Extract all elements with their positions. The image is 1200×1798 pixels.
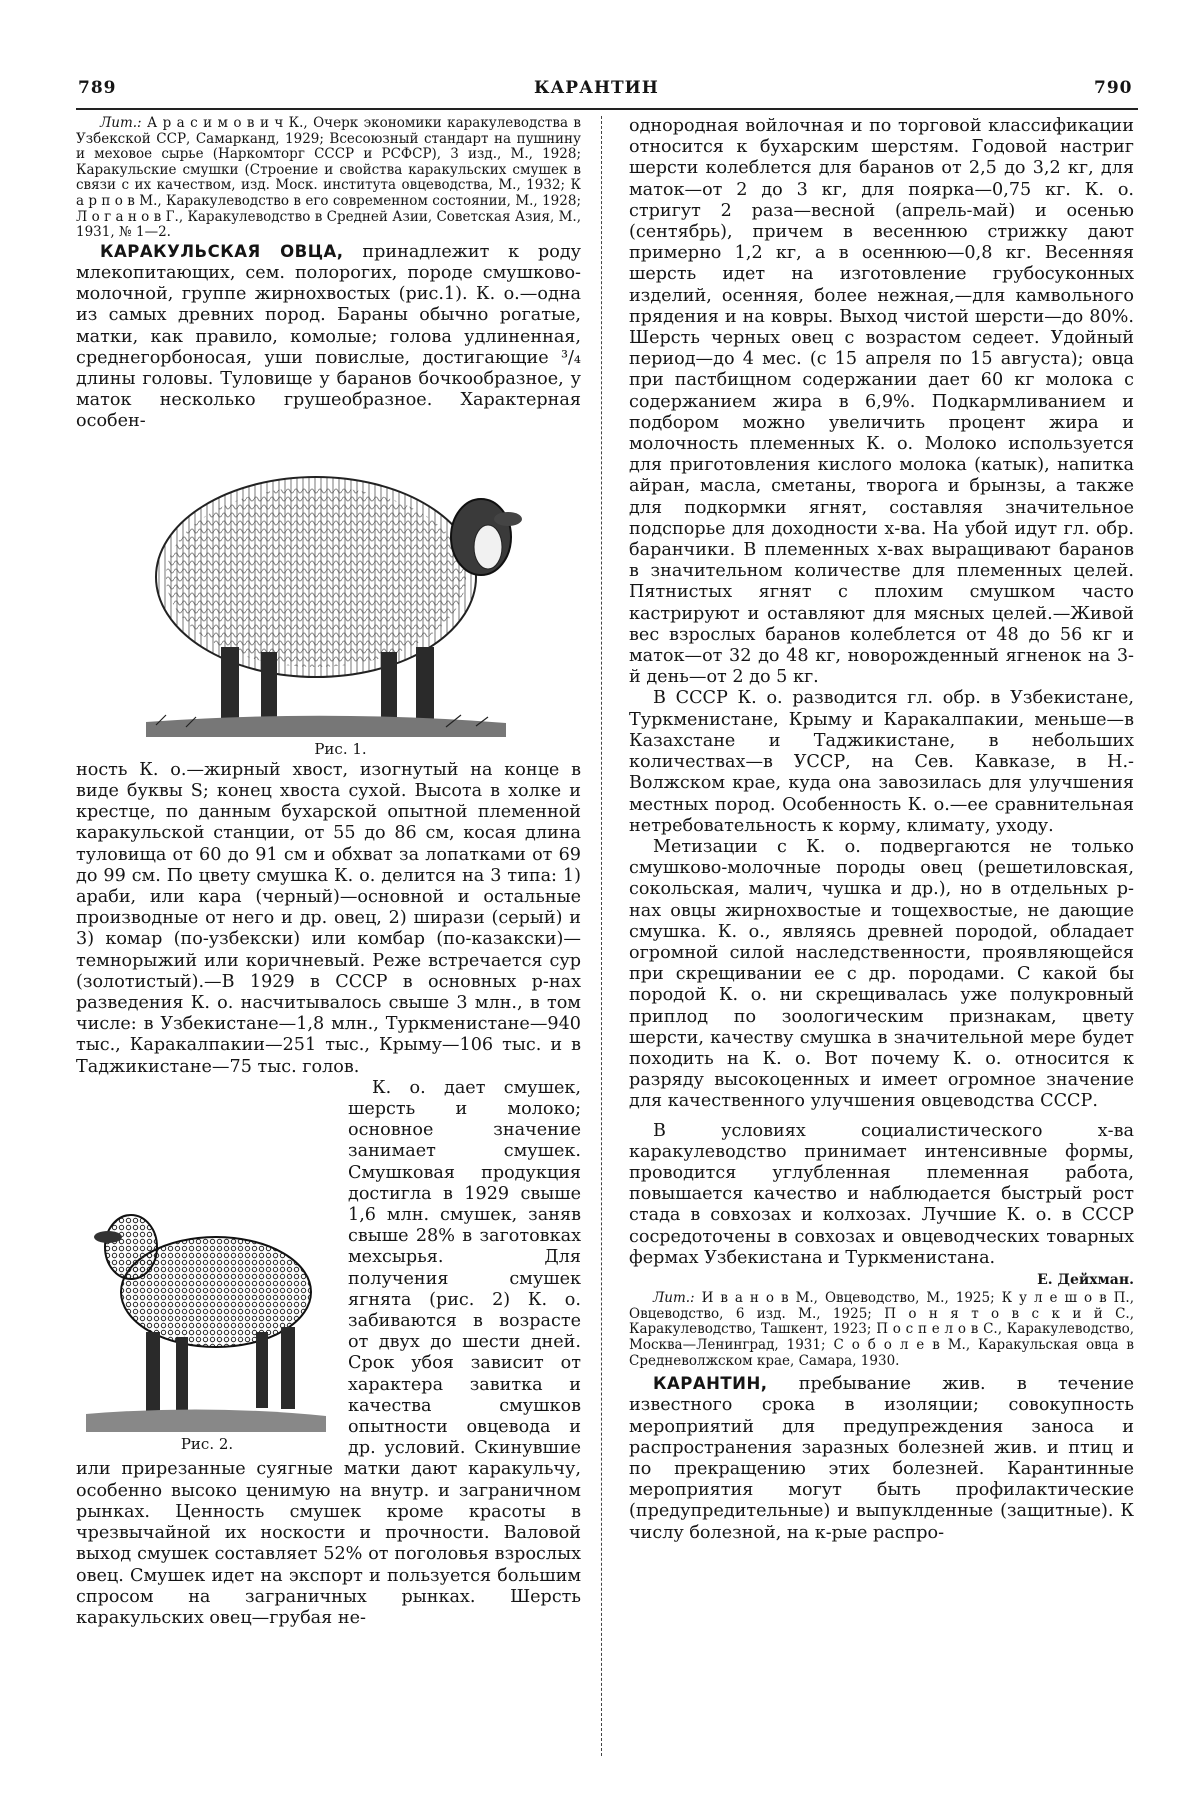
- figure-1-caption: Рис. 1.: [314, 739, 367, 758]
- figure-2-caption: Рис. 2.: [180, 1434, 234, 1453]
- figure-1-sheep-illustration: [126, 447, 526, 737]
- literature-text-2: И в а н о в М., Овцеводство, М., 1925; К у л е ш о в П., Овцеводство, 6 изд. М., 1925; П о н я т о в с к и й С., Каракулеводство, Ташкент, 1923; П о с п е л о в С., Каракулеводство, Москва—Ленинград, 1931; С о б о л е в М., Каракульская овца в Средневолжском крае, Самара, 1930.: [629, 1290, 1134, 1369]
- article-term-quarantine: КАРАНТИН,: [653, 1374, 768, 1394]
- paragraph-wool: однородная войлочная и по торговой классификации относится к бухарским шерстям. Годовой настриг шерсти колеблется для баранов от 2,5 до 3,2 кг, для маток—от 2 до 3 кг, для поярка—0,75 кг. К. о. стригут 2 раза—весной (апрель-май) и осенью (сентябрь), причем в весеннюю стрижку дают примерно 1,2 кг, а в осеннюю—0,8 кг. Весенняя шерсть идет на изготовление грубосуконных изделий, осенняя, более нежная,—для камвольного прядения и на ковры. Выход чистой шерсти—до 80%. Шерсть черных овец с возрастом седеет. Удойный период—до 4 мес. (с 15 апреля по 15 августа); овца при пастбищном содержании дает 60 кг молока с содержанием жира в 6,9%. Подкармливанием и подбором можно увеличить процент жира и молочность племенных К. о. Молоко используется для приготовления кислого молока (катык), напитка айран, масла, сметаны, творога и брынзы, а также для подкормки ягнят, составляя значительное подспорье для доходности х-ва. На убой идут гл. обр. баранчики. В племенных х-вах выращивают баранов в значительном количестве для племенных целей. Пятнистых ягнят с плохим смушком часто кастрируют и оставляют для мясных целей.—Живой вес взрослых баранов колеблется от 48 до 56 кг и маток—от 32 до 48 кг, новорожденный ягненок на 3-й день—от 2 до 5 кг.: [629, 116, 1134, 688]
- literature-text: А р а с и м о в и ч К., Очерк экономики каракулеводства в Узбекской ССР, Самарканд, 1929; Всесоюзный стандарт на пушнину и меховое сырье (Наркомторг СССР и РСФСР), 3 изд., М., 1928; Каракульские смушки (Строение и свойства каракульских смушек в связи с их качеством, изд. Моск. института овцеводства, М., 1932; К а р п о в М., Каракулеводство в его современном состоянии, М., 1928; Л о г а н о в Г., Каракулеводство в Средней Азии, Советская Азия, М., 1931, № 1—2.: [76, 115, 581, 241]
- literature-label-2: Лит.:: [653, 1290, 695, 1307]
- paragraph-characteristics: ность К. о.—жирный хвост, изогнутый на конце в виде буквы S; конец хвоста сухой. Высота в холке и крестце, по данным бухарской опытной племенной каракульской станции, от 55 до 86 см, косая длина туловища от 60 до 91 см и обхват за лопатками от 69 до 99 см. По цвету смушка К. о. делится на 3 типа: 1) араби, или кара (черный)—основной и остальные производные от него и др. овец, 2) ширази (серый) и 3) комар (по-узбекски) или комбар (по-казакски)—темнорыжий или коричневый. Реже встречается сур (золотистый).—В 1929 в СССР в основных р-нах разведения К. о. насчитывалось свыше 3 млн., в том числе: в Узбекистане—1,8 млн., Туркменистане—940 тыс., Каракалпакии—251 тыс., Крыму—106 тыс. и в Таджикистане—75 тыс. голов.: [76, 759, 581, 1077]
- running-title: КАРАНТИН: [534, 78, 659, 98]
- header-rule: [76, 108, 1138, 110]
- paragraph-crossbreeding: Метизации с К. о. подвергаются не только смушково-молочные породы овец (решетиловская, сокольская, малич, чушка и др.), но в отдельных р-нах овцы жирнохвостые и тощехвостые, не дающие смушка. К. о., являясь древней породой, обладает огромной силой наследственности, проявляющейся при скрещивании ее с др. породами. С какой бы породой К. о. ни скрещивалась уже полукровный приплод по зоологическим признакам, цвету шерсти, качеству смушка в значительной мере будет походить на К. о. Вот почему К. о. относится к разряду высокоценных и имеет огромное значение для качественного улучшения овцеводства СССР.: [629, 836, 1134, 1112]
- literature-block: [76, 116, 581, 241]
- literature-block-2: [629, 1291, 1134, 1369]
- figure-2-lamb-illustration: [76, 1182, 336, 1432]
- right-column: [629, 116, 1134, 1544]
- left-column: [76, 116, 581, 1629]
- article-intro: [76, 241, 581, 433]
- paragraph-socialist-economy: В условиях социалистического х-ва каракулеводство принимает интенсивные формы, проводится углубленная племенная работа, повышается качество и наблюдается быстрый рост стада в совхозах и колхозах. Лучшие К. о. в СССР сосредоточены в совхозах и овцеводческих товарных фермах Узбекистана и Туркменистана.: [629, 1120, 1134, 1268]
- article-author: Е. Дейхман.: [1037, 1271, 1134, 1288]
- figure-2-wrapper: [76, 1182, 338, 1455]
- column-divider: [601, 116, 602, 1756]
- page-number-left: 789: [78, 78, 117, 98]
- page-number-right: 790: [1094, 78, 1133, 98]
- literature-label: Лит.:: [100, 115, 142, 131]
- article-quarantine-text: пребывание жив. в течение известного срока в изоляции; совокупность мероприятий для предупреждения заноса и распространения заразных болезней жив. и птиц и по прекращению этих болезней. Карантинные мероприятия могут быть профилактические (предупредительные) и выпуклденные (защитные). К числу болезной, на к-рые распро-: [629, 1374, 1134, 1543]
- paragraph-products-text: К. о. дает смушек, шерсть и молоко; основное значение занимает смушек. Смушковая продукция достигла в 1929 свыше 1,6 млн. смушек, заняв свыше 28% в заготовках мехсырья. Для получения смушек ягнята (рис. 2) К. о. забиваются в возрасте от двух до шести дней. Срок убоя зависит от характера завитка и качества смушков опытности овцевода и др. условий. Скинувшие или прирезанные суягные матки дают каракульчу, особенно высоко ценимую на внутр. и заграничном рынках. Ценность смушек кроме красоты в чрезвычайной их носкости и прочности. Валовой выход смушек составляет 52% от поголовья взрослых овец. Смушек идет на экспорт и пользуется большим спросом на заграничных рынках. Шерсть каракульских овец—грубая не-: [76, 1077, 581, 1628]
- article-term: КАРАКУЛЬСКАЯ ОВЦА,: [100, 241, 344, 261]
- paragraph-distribution: В СССР К. о. разводится гл. обр. в Узбекистане, Туркменистане, Крыму и Каракалпакии, меньше—в Казахстане и Таджикистане, в небольших количествах—в УССР, на Сев. Кавказе, в Н.-Волжском крае, куда она завозилась для улучшения местных пород. Особенность К. о.—ее сравнительная нетребовательность к корму, климату, уходу.: [629, 688, 1134, 836]
- article-quarantine: [629, 1373, 1134, 1544]
- article-intro-text: принадлежит к роду млекопитающих, сем. полорогих, породе смушково-молочной, группе жирнохвостых (рис.1). К. о.—одна из самых древних пород. Бараны обычно рогатые, матки, как правило, комолые; голова удлиненная, среднегорбоносая, уши повислые, достигающие ³/₄ длины головы. Туловище у баранов бочкообразное, у маток несколько грушеобразное. Характерная особен-: [76, 241, 581, 432]
- paragraph-products: [76, 1078, 581, 1629]
